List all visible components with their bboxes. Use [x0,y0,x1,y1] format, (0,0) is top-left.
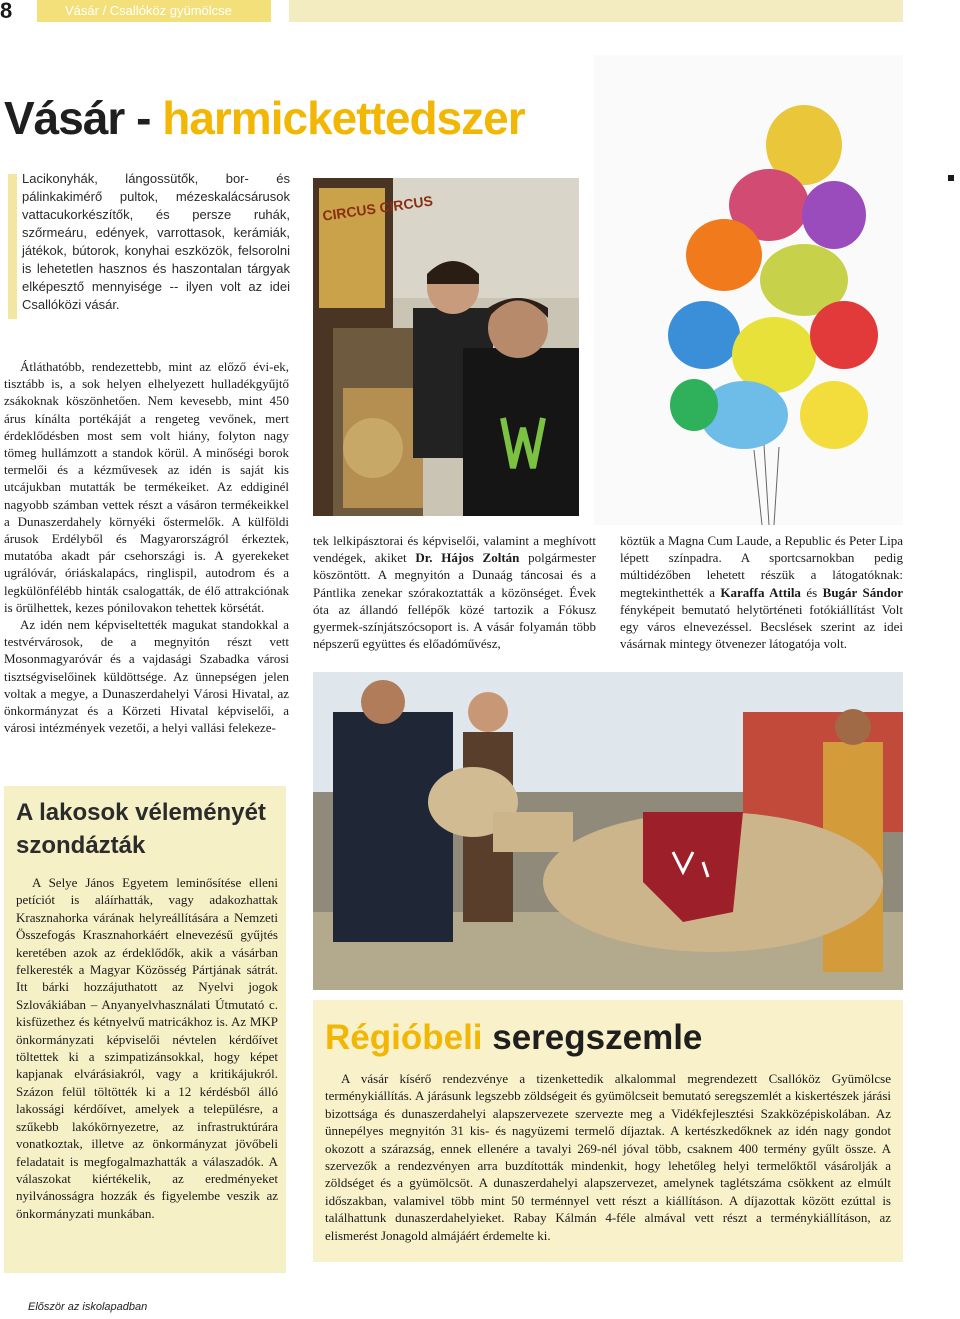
photo-balloons [594,55,903,525]
photo-camel [313,672,903,990]
corner-mark [948,175,954,181]
circus-sign: CIRCUS CIRCUS [321,192,434,224]
sidebar-box [4,786,286,1273]
article-title [4,90,525,146]
article-column-3 [620,532,903,652]
article-column-2 [313,532,596,652]
article-title-part1: Vásár - [4,92,163,144]
section-paragraph: A vásár kísérő rendezvénye a tizenkettedik alkalommal megrendezett Csallóköz Gyümölcse terménykiállítás. A járásunk legszebb zöldségeit és gyümölcseit bemutató seregszemlét a kiskertészek járási bizottsága és dunaszerdahelyi alapszervezete szervezte meg a Vidékfejlesztési Szakközépiskolában. Az ünnepélyes megnyitón 31 kis- és nagyüzemi termelő díjaztak. A kertészkedőknek az idén nagy gondot okozott a szárazság, ennek ellenére a tavalyi 269-nél jóval több, csaknem 400 termény gyűlt össze. A szervezők a rendezvényen arra buzdították mindenkit, hogy lehetőleg helyi termelőktől vásárolják a zöldséget és a gyümölcsöt. A dunaszerdahelyi alapszervezet, amelynek taglétszáma csökkent az elmúlt időszakban, valamivel több mint 50 terménnyel vett részt a kiállításon. A díjazottak között ezúttal is találhattunk dunaszerdahelyieket. Rabay Kálmán 4-féle almával vett részt a terménykiállításon, az elismerést Jonagold almájáért érdemelte ki. [325,1071,891,1243]
sidebar-body [16,874,278,1222]
section-label: Vásár / Csallóköz gyümölcse [65,3,232,18]
footer-text: Először az iskolapadban [28,1301,148,1313]
photo-arcade-boys [313,178,579,516]
article-text: fényképeit bemutató helytörténeti fotókiállítást Volt egy város elnevezéssel. Becslések szerint az idei vásárnak mintegy ötvenezer látogatója volt. [620,601,903,652]
lead-accent-bar [8,174,17,319]
person-name: Dr. Hájos Zoltán [415,550,520,566]
section-title-dark: seregszemle [482,1018,703,1057]
header-rule [289,0,903,22]
article-title-part2: harmickettedszer [162,92,525,144]
person-name: Bugár Sándor [822,584,903,600]
article-text: és [800,584,823,600]
article-paragraph [620,532,903,652]
sidebar-title: A lakosok véleményét szondázták [16,799,266,859]
section-body [325,1070,891,1244]
page-number: 8 [0,0,13,23]
article-text: tek lelkipásztorai és képviselői, valamint a meghívott vendégek, akiket [313,533,596,566]
article-text: köztük a Magna Cum Laude, a Republic és Peter Lipa lépett színpadra. A sportcsarnokban pedig múltidézőben lehetett részük a látogatóknak: megtekinthették a [620,533,903,600]
article-lead: Lacikonyhák, lángossütők, bor- és pálinkakimérő pultok, mézeskalácsárusok vattacukorkészítők, és persze ruhák, szőrmeáru, edények, varrottasok, kerámiák, játékok, bútorok, konyhai eszközök, felsorolni is lehetetlen hasznos és haszontalan tárgyak elképesztő mennyisége -- ilyen volt az idei Csallóközi vásár. [22,171,290,312]
article-column-1 [4,358,289,736]
article-text: polgármester köszöntött. A megnyitón a Dunaág táncosai és a Pántlika zenekar szórakoztatták a közönséget. Évek óta az állandó fellépők közé tartozik a Fókusz gyermek-színjátszócsoport is. A vásár folyamán több népszerű együttes és előadóművész, [313,550,597,652]
section-label-bar [37,0,271,22]
sidebar-paragraph: A Selye János Egyetem leminősítése elleni petíciót is aláírhatták, vagy adakozhattak Krasznahorka várának helyreállítására a Nemzeti Összefogás Krasznahorkáért elnevezésű gyűjtés keretében azok az érdeklődők, akik a vásárban felkeresték a Magyar Közösség Pártjának sátrát. Itt bárki hozzájuthatott az Nyelvi jogok Szlovákiában – Anyanyelvhasználati Útmutató c. kisfüzethez és kétnyelvű matricákhoz is. Az MKP önkormányzati képviselői névtelen kérdőívet töltettek ki a szimpatizánsokkal, hogy képet kapjanak elvárásiakról, vagy a kritikájukról. Százon felül töltötték ki a 12 kérdésből álló lakossági kérdőívet, amelyek a településre, a szűkebb lakókörnyezetre, az infrastruktúrára vonatkoztak, illetve az önkormányzat jövőbeli feladatait is megfogalmazhatták a válaszadók. A válaszokat kiértékelik, az eredményeket nyilvánosságra hozzák és figyelembe veszik az önkormányzati munkában. [16,875,278,1221]
article-paragraph: Az idén nem képviseltették magukat standokkal a testvérvárosok, de a megnyitón részt vett Mosonmagyaróvár és a vajdasági Szabadka városi tisztségviselőinek küldöttsége. Az ünnepségen jelen voltak a megye, a Dunaszerdahelyi Városi Hivatal, az önkormányzat és a Körzeti Hivatal képviselői, a városi intézmények vezetői, a helyi vallási felekeze- [4,617,289,736]
article-paragraph [313,532,596,652]
section-title [325,1018,702,1058]
person-name: Karaffa Attila [720,584,801,600]
section-title-accent: Régióbeli [325,1018,483,1057]
article-paragraph: Átláthatóbb, rendezettebb, mint az előző évi-ek, tisztább is, a sok helyen elhelyezett hulladékgyűjtő zsákoknak köszönhetően. Nem kevesebb, mint 450 árus kínálta portékáját a rengeteg vevőnek, mert érdeklődésben most sem volt hiány, folyton nagy tömeg hullámzott a standok körül. A minőségi borok termelői és a kézművesek az idén is saját kis utcájukban mutatták be termékeiket. Az eddiginél nagyobb számban vettek részt a vásáron termékeikkel a Dunaszerdahely környéki őstermelők. A külföldi árusok Erdélyből és Magyarországról érkeztek, mutatóba akadt pár csehországi is. A gyerekeket ugrálóvár, óriáskalapács, ringlispil, autodrom és a legkülönfélébb hinták csalogatták, de élő attrakciónak is örülhettek, kezes pónilovakon tehettek körsétát. [4,359,289,615]
section-regional-show [313,1000,903,1262]
